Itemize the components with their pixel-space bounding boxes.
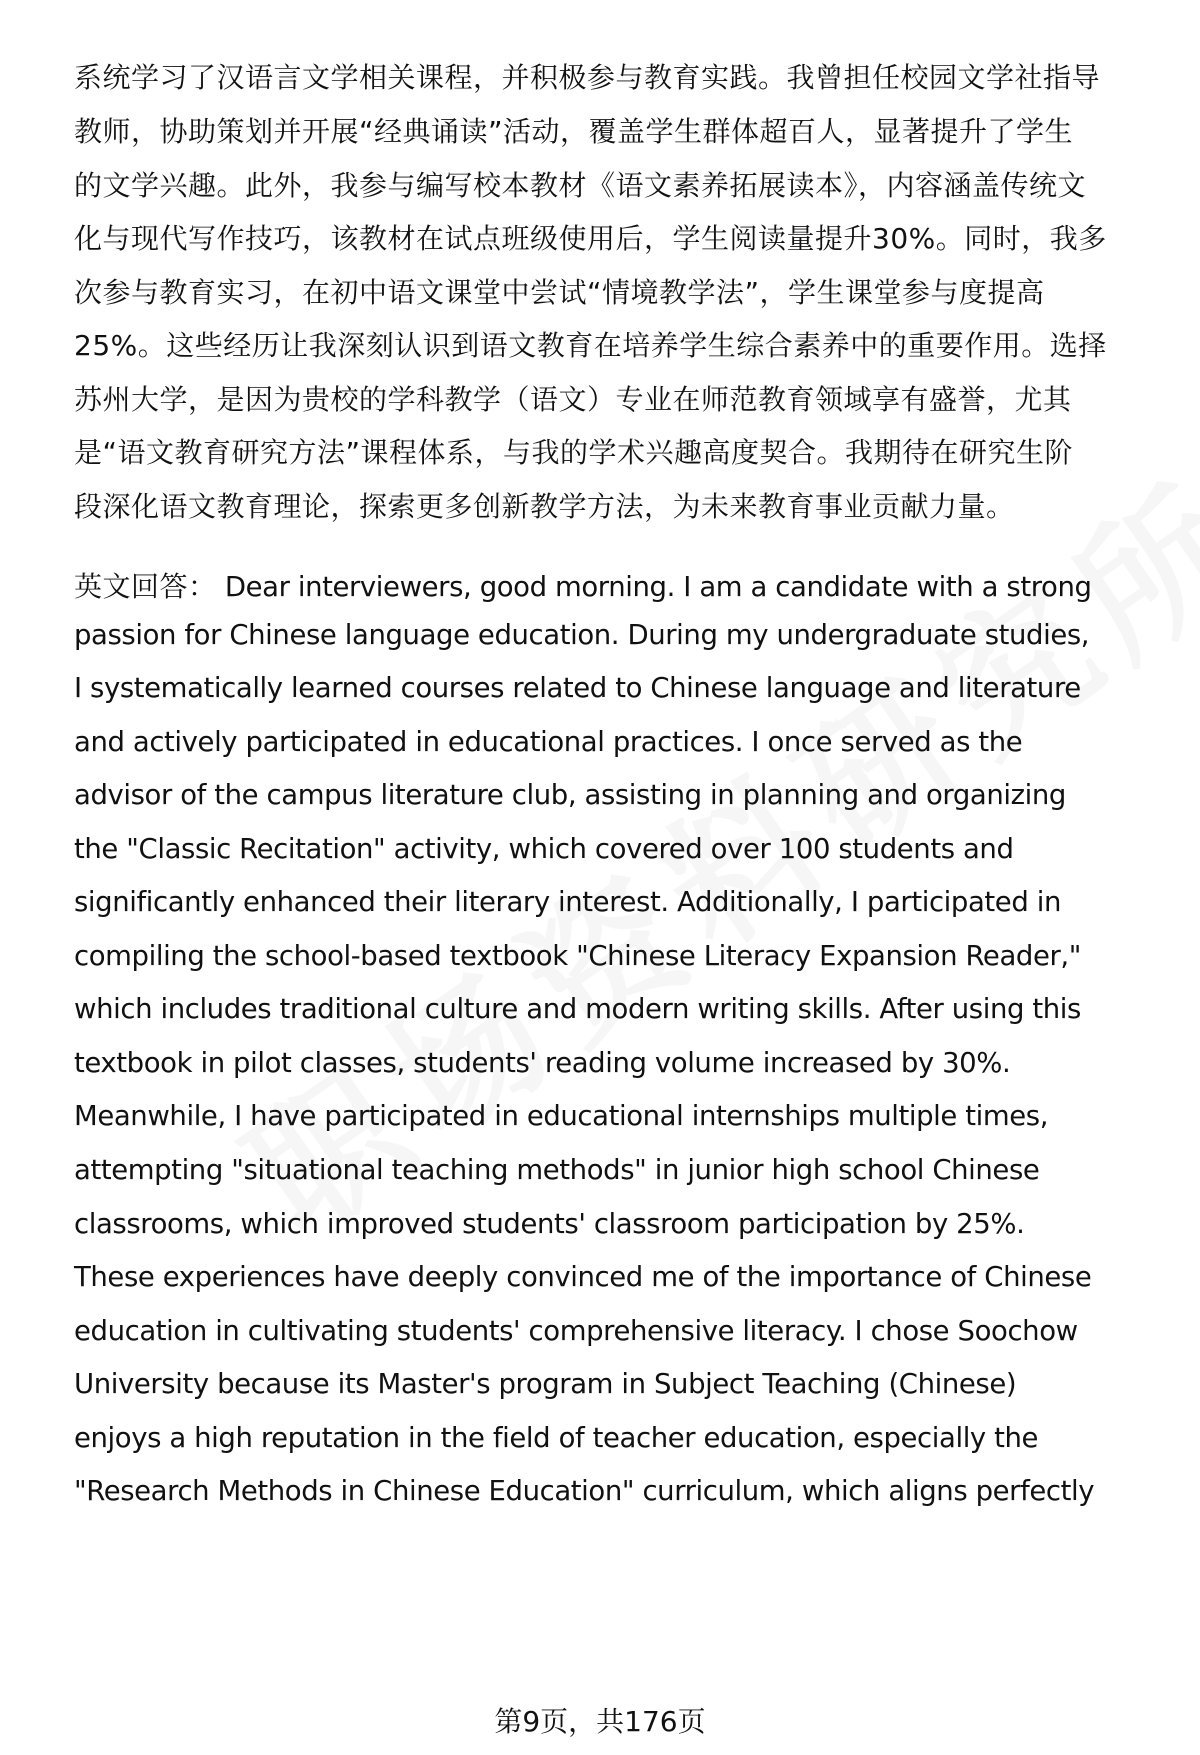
- english-answer-first-line: [74, 565, 1092, 605]
- english-answer-line: These experiences have deeply convinced me of the importance of Chinese: [74, 1261, 1092, 1293]
- chinese-paragraph-line: 的文学兴趣。此外，我参与编写校本教材《语文素养拓展读本》，内容涵盖传统文: [74, 169, 1087, 202]
- chinese-paragraph-line: 化与现代写作技巧，该教材在试点班级使用后，学生阅读量提升30%。同时，我多: [74, 222, 1107, 255]
- english-answer-line: attempting "situational teaching methods" in junior high school Chinese: [74, 1154, 1040, 1186]
- english-answer-line: textbook in pilot classes, students' reading volume increased by 30%.: [74, 1047, 1011, 1079]
- page-indicator: 第9页，共176页: [494, 1705, 706, 1738]
- english-answer-label: 英文回答：: [74, 570, 217, 603]
- chinese-paragraph-line: 次参与教育实习，在初中语文课堂中尝试“情境教学法”，学生课堂参与度提高: [74, 276, 1045, 309]
- english-answer-line: classrooms, which improved students' classroom participation by 25%.: [74, 1208, 1025, 1240]
- english-answer-line: "Research Methods in Chinese Education" curriculum, which aligns perfectly: [74, 1475, 1095, 1507]
- chinese-paragraph-line: 系统学习了汉语言文学相关课程，并积极参与教育实践。我曾担任校园文学社指导: [74, 61, 1101, 94]
- english-answer-line: enjoys a high reputation in the field of teacher education, especially the: [74, 1422, 1039, 1454]
- chinese-paragraph-line: 25%。这些经历让我深刻认识到语文教育在培养学生综合素养中的重要作用。选择: [74, 329, 1107, 362]
- english-answer-line: which includes traditional culture and modern writing skills. After using this: [74, 993, 1081, 1025]
- english-answer-line: I systematically learned courses related to Chinese language and literature: [74, 672, 1081, 704]
- chinese-paragraph-line: 苏州大学，是因为贵校的学科教学（语文）专业在师范教育领域享有盛誉，尤其: [74, 383, 1072, 416]
- english-answer-line: and actively participated in educational practices. I once served as the: [74, 726, 1023, 758]
- english-answer-line: significantly enhanced their literary interest. Additionally, I participated in: [74, 886, 1061, 918]
- english-answer-line: education in cultivating students' comprehensive literacy. I chose Soochow: [74, 1315, 1078, 1347]
- english-answer-line: passion for Chinese language education. During my undergraduate studies,: [74, 619, 1090, 651]
- chinese-paragraph-line: 段深化语文教育理论，探索更多创新教学方法，为未来教育事业贡献力量。: [74, 490, 1015, 523]
- english-answer-line: Dear interviewers, good morning. I am a candidate with a strong: [224, 571, 1092, 603]
- english-answer-line: compiling the school-based textbook "Chinese Literacy Expansion Reader,": [74, 940, 1081, 972]
- english-answer-line: University because its Master's program in Subject Teaching (Chinese): [74, 1368, 1017, 1400]
- english-answer-line: Meanwhile, I have participated in educational internships multiple times,: [74, 1100, 1049, 1132]
- english-answer-line: advisor of the campus literature club, assisting in planning and organizing: [74, 779, 1066, 811]
- chinese-paragraph-line: 是“语文教育研究方法”课程体系，与我的学术兴趣高度契合。我期待在研究生阶: [74, 436, 1074, 469]
- chinese-paragraph-line: 教师，协助策划并开展“经典诵读”活动，覆盖学生群体超百人，显著提升了学生: [74, 115, 1074, 148]
- english-answer-line: the "Classic Recitation" activity, which covered over 100 students and: [74, 833, 1014, 865]
